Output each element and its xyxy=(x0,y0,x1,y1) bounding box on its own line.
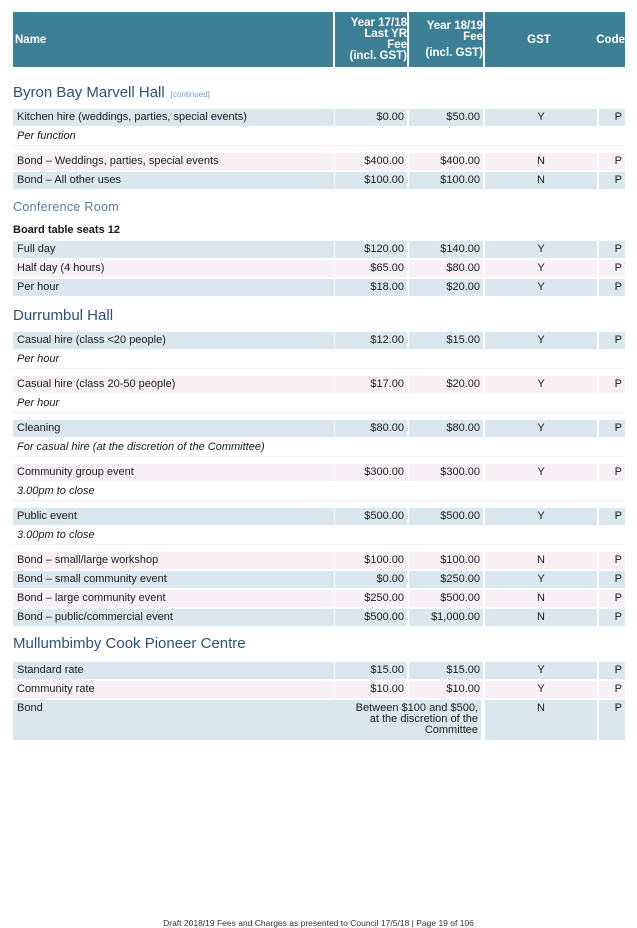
row-last-fee: $10.00 xyxy=(335,681,407,698)
row-note xyxy=(13,128,625,147)
row-last-fee: $17.00 xyxy=(335,376,407,393)
section-title-durrumbul: Durrumbul Hall xyxy=(13,307,114,324)
table-row xyxy=(13,590,625,609)
table-row xyxy=(13,332,625,351)
row-year-fee: $10.00 xyxy=(409,681,483,698)
row-name: Bond – public/commercial event xyxy=(13,609,334,626)
row-code: P xyxy=(599,681,625,698)
row-note-text: Per hour xyxy=(17,397,60,409)
row-name: Public event xyxy=(13,508,334,525)
row-name: Community rate xyxy=(13,681,334,698)
row-name: Bond – small/large workshop xyxy=(13,552,334,569)
row-name: Bond – All other uses xyxy=(13,172,334,189)
header-last-line1: Year 17/18 xyxy=(350,16,407,29)
row-name: Community group event xyxy=(13,464,334,481)
row-last-fee: $100.00 xyxy=(335,552,407,569)
row-name: Standard rate xyxy=(13,662,334,679)
note-divider xyxy=(13,368,625,369)
row-name: Kitchen hire (weddings, parties, special events) xyxy=(13,109,334,126)
row-last-fee: $500.00 xyxy=(335,609,407,626)
table-row xyxy=(13,260,625,279)
header-last-line2: Last YR xyxy=(364,27,407,40)
row-code: P xyxy=(599,571,625,588)
row-name: Per hour xyxy=(13,279,334,296)
row-year-fee: $500.00 xyxy=(409,508,483,525)
table-row xyxy=(13,571,625,590)
header-year-line3: (incl. GST) xyxy=(425,46,483,59)
row-year-fee: $80.00 xyxy=(409,420,483,437)
row-year-fee: $20.00 xyxy=(409,376,483,393)
row-last-fee: $500.00 xyxy=(335,508,407,525)
row-name: Bond – Weddings, parties, special events xyxy=(13,153,334,170)
row-code: P xyxy=(599,172,625,189)
table-row xyxy=(13,508,625,527)
header-year-line1: Year 18/19 xyxy=(426,19,483,32)
row-year-fee: $15.00 xyxy=(409,662,483,679)
header-name: Name xyxy=(15,33,47,46)
row-code: P xyxy=(599,376,625,393)
row-year-fee: $50.00 xyxy=(409,109,483,126)
row-note xyxy=(13,439,625,458)
row-gst: Y xyxy=(485,260,597,277)
row-name: Cleaning xyxy=(13,420,334,437)
row-note xyxy=(13,527,625,546)
row-note-text: Per function xyxy=(17,130,76,142)
header-last-line4: (incl. GST) xyxy=(349,49,407,62)
row-code: P xyxy=(599,109,625,126)
row-name: Full day xyxy=(13,241,334,258)
row-code: P xyxy=(599,260,625,277)
row-name: Half day (4 hours) xyxy=(13,260,334,277)
note-divider xyxy=(13,412,625,413)
row-code: P xyxy=(599,332,625,349)
row-gst: N xyxy=(485,700,597,740)
row-last-fee: $80.00 xyxy=(335,420,407,437)
row-note-text: 3.00pm to close xyxy=(17,529,95,541)
row-last-fee-range xyxy=(333,700,481,740)
table-header xyxy=(13,12,625,67)
row-year-fee: $100.00 xyxy=(409,172,483,189)
row-last-fee: $400.00 xyxy=(335,153,407,170)
row-gst: Y xyxy=(485,420,597,437)
row-gst: Y xyxy=(485,508,597,525)
table-row xyxy=(13,681,625,700)
header-last-year-fee xyxy=(335,12,409,67)
row-code: P xyxy=(599,552,625,569)
row-note xyxy=(13,395,625,414)
row-year-fee: $20.00 xyxy=(409,279,483,296)
note-divider xyxy=(13,456,625,457)
table-row xyxy=(13,609,625,628)
row-gst: Y xyxy=(485,279,597,296)
table-row xyxy=(13,662,625,681)
page-footer: Draft 2018/19 Fees and Charges as presented to Council 17/5/18 | Page 19 of 106 xyxy=(163,918,474,928)
row-gst: Y xyxy=(485,464,597,481)
row-name: Bond – large community event xyxy=(13,590,334,607)
note-divider xyxy=(13,145,625,146)
range-line2: at the discretion of the xyxy=(369,713,478,725)
header-gst: GST xyxy=(527,33,551,46)
row-year-fee: $300.00 xyxy=(409,464,483,481)
table-row xyxy=(13,464,625,483)
note-divider xyxy=(13,544,625,545)
row-gst: Y xyxy=(485,332,597,349)
continued-label: [continued] xyxy=(170,90,210,99)
header-last-line3: Fee xyxy=(387,38,407,51)
row-year-fee: $500.00 xyxy=(409,590,483,607)
row-code: P xyxy=(599,241,625,258)
table-row xyxy=(13,552,625,571)
row-year-fee: $1,000.00 xyxy=(409,609,483,626)
row-name: Casual hire (class <20 people) xyxy=(13,332,334,349)
row-last-fee: $0.00 xyxy=(335,109,407,126)
row-code: P xyxy=(599,153,625,170)
row-code: P xyxy=(599,700,625,740)
row-year-fee: $250.00 xyxy=(409,571,483,588)
fees-table xyxy=(13,12,625,742)
row-code: P xyxy=(599,464,625,481)
row-year-fee: $80.00 xyxy=(409,260,483,277)
row-last-fee: $250.00 xyxy=(335,590,407,607)
row-code: P xyxy=(599,662,625,679)
row-name: Bond – small community event xyxy=(13,571,334,588)
row-note xyxy=(13,483,625,502)
row-year-fee: $400.00 xyxy=(409,153,483,170)
row-note-text: 3.00pm to close xyxy=(17,485,95,497)
row-gst: Y xyxy=(485,571,597,588)
row-last-fee: $120.00 xyxy=(335,241,407,258)
row-note-text: Per hour xyxy=(17,353,60,365)
row-year-fee: $140.00 xyxy=(409,241,483,258)
row-code: P xyxy=(599,420,625,437)
header-year-line2: Fee xyxy=(463,30,483,43)
row-gst: N xyxy=(485,552,597,569)
subsection-title-conference: Conference Room xyxy=(13,200,119,214)
row-gst: N xyxy=(485,590,597,607)
row-gst: N xyxy=(485,172,597,189)
table-row xyxy=(13,279,625,298)
row-code: P xyxy=(599,590,625,607)
row-gst: Y xyxy=(485,241,597,258)
table-row xyxy=(13,153,625,172)
section-title-mullumbimby: Mullumbimby Cook Pioneer Centre xyxy=(13,635,246,652)
row-name: Casual hire (class 20-50 people) xyxy=(13,376,334,393)
row-last-fee: $300.00 xyxy=(335,464,407,481)
row-last-fee: $15.00 xyxy=(335,662,407,679)
row-gst: Y xyxy=(485,109,597,126)
row-last-fee: $12.00 xyxy=(335,332,407,349)
header-code: Code xyxy=(596,33,625,46)
row-note-text: For casual hire (at the discretion of the Committee) xyxy=(17,441,265,453)
row-gst: Y xyxy=(485,681,597,698)
row-year-fee: $100.00 xyxy=(409,552,483,569)
table-row xyxy=(13,376,625,395)
section-title-byron xyxy=(13,81,625,105)
row-last-fee: $18.00 xyxy=(335,279,407,296)
row-note xyxy=(13,351,625,370)
row-last-fee: $100.00 xyxy=(335,172,407,189)
section-title-text: Byron Bay Marvell Hall xyxy=(13,84,165,101)
range-line1: Between $100 and $500, xyxy=(355,702,478,714)
table-row xyxy=(13,700,625,742)
range-line3: Committee xyxy=(424,724,478,736)
row-name: Bond xyxy=(13,700,334,740)
table-row xyxy=(13,241,625,260)
row-code: P xyxy=(599,508,625,525)
row-year-fee: $15.00 xyxy=(409,332,483,349)
row-last-fee: $0.00 xyxy=(335,571,407,588)
note-divider xyxy=(13,500,625,501)
subsection-subtitle: Board table seats 12 xyxy=(13,224,120,236)
row-code: P xyxy=(599,609,625,626)
row-gst: Y xyxy=(485,662,597,679)
table-row xyxy=(13,172,625,191)
table-row xyxy=(13,109,625,128)
row-code: P xyxy=(599,279,625,296)
row-gst: Y xyxy=(485,376,597,393)
row-gst: N xyxy=(485,153,597,170)
row-gst: N xyxy=(485,609,597,626)
header-year-fee xyxy=(409,12,485,67)
row-last-fee: $65.00 xyxy=(335,260,407,277)
table-row xyxy=(13,420,625,439)
